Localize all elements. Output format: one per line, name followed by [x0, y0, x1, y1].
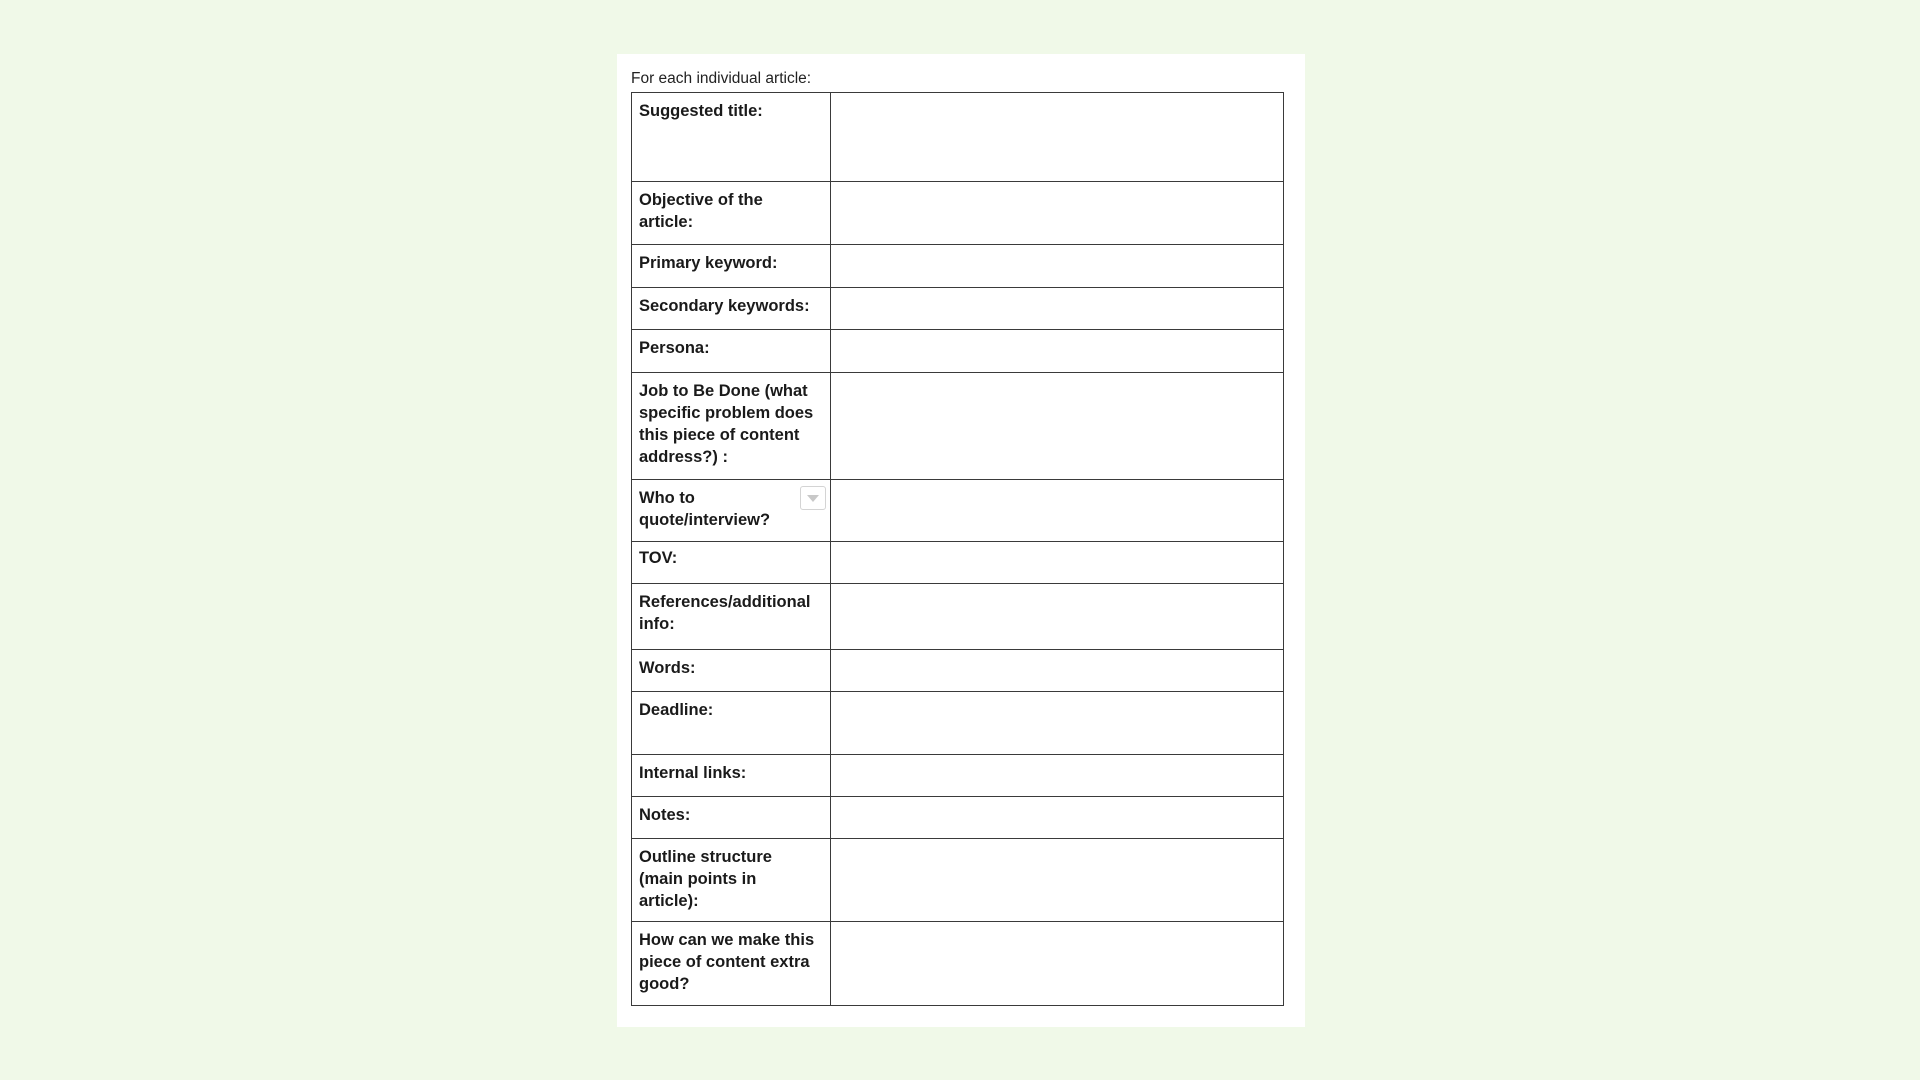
- row-label: Outline structure (main points in article):: [639, 848, 772, 910]
- table-row: [632, 755, 1284, 797]
- dropdown-button[interactable]: [800, 486, 826, 510]
- row-label-cell: [632, 839, 831, 922]
- row-label-cell: [632, 755, 831, 797]
- suggested-title-field[interactable]: [831, 93, 1284, 182]
- row-label: Notes:: [639, 806, 691, 824]
- row-label: TOV:: [639, 549, 678, 567]
- row-label-cell: [632, 797, 831, 839]
- row-label: Internal links:: [639, 764, 747, 782]
- row-label-cell: [632, 584, 831, 650]
- extra-good-field[interactable]: [831, 922, 1284, 1006]
- row-label: Secondary keywords:: [639, 297, 810, 315]
- row-label: Deadline:: [639, 701, 714, 719]
- row-label: Objective of the article:: [639, 191, 763, 231]
- row-label-cell: [632, 922, 831, 1006]
- internal-links-field[interactable]: [831, 755, 1284, 797]
- table-row: [632, 480, 1284, 542]
- notes-field[interactable]: [831, 797, 1284, 839]
- table-row: [632, 93, 1284, 182]
- row-label: Suggested title:: [639, 102, 763, 120]
- table-row: [632, 650, 1284, 692]
- table-row: [632, 330, 1284, 373]
- row-label: Who to quote/interview?: [639, 489, 771, 529]
- row-label-cell: [632, 542, 831, 584]
- row-label: Words:: [639, 659, 696, 677]
- row-label-cell: [632, 288, 831, 330]
- objective-field[interactable]: [831, 182, 1284, 245]
- row-label: How can we make this piece of content extra good?: [639, 931, 815, 993]
- tov-field[interactable]: [831, 542, 1284, 584]
- table-row: [632, 922, 1284, 1006]
- table-row: [632, 182, 1284, 245]
- secondary-keywords-field[interactable]: [831, 288, 1284, 330]
- chevron-down-icon: [806, 494, 820, 503]
- outline-structure-field[interactable]: [831, 839, 1284, 922]
- row-label: Persona:: [639, 339, 710, 357]
- row-label-cell: [632, 650, 831, 692]
- table-row: [632, 839, 1284, 922]
- row-label-cell: [632, 480, 831, 542]
- table-row: [632, 245, 1284, 288]
- intro-text: For each individual article:: [631, 70, 812, 87]
- words-field[interactable]: [831, 650, 1284, 692]
- row-label-cell: [632, 182, 831, 245]
- document-page: [617, 54, 1305, 1027]
- table-row: [632, 542, 1284, 584]
- references-field[interactable]: [831, 584, 1284, 650]
- who-to-quote-field[interactable]: [831, 480, 1284, 542]
- row-label: References/additional info:: [639, 593, 811, 633]
- deadline-field[interactable]: [831, 692, 1284, 755]
- row-label-cell: [632, 330, 831, 373]
- table-row: [632, 373, 1284, 480]
- row-label: Primary keyword:: [639, 254, 778, 272]
- row-label: Job to Be Done (what specific problem does this piece of content address?) :: [639, 382, 814, 466]
- table-row: [632, 797, 1284, 839]
- job-to-be-done-field[interactable]: [831, 373, 1284, 480]
- persona-field[interactable]: [831, 330, 1284, 373]
- table-row: [632, 584, 1284, 650]
- row-label-cell: [632, 93, 831, 182]
- row-label-cell: [632, 245, 831, 288]
- table-row: [632, 288, 1284, 330]
- table-row: [632, 692, 1284, 755]
- row-label-cell: [632, 373, 831, 480]
- primary-keyword-field[interactable]: [831, 245, 1284, 288]
- article-brief-table: [631, 92, 1284, 1006]
- row-label-cell: [632, 692, 831, 755]
